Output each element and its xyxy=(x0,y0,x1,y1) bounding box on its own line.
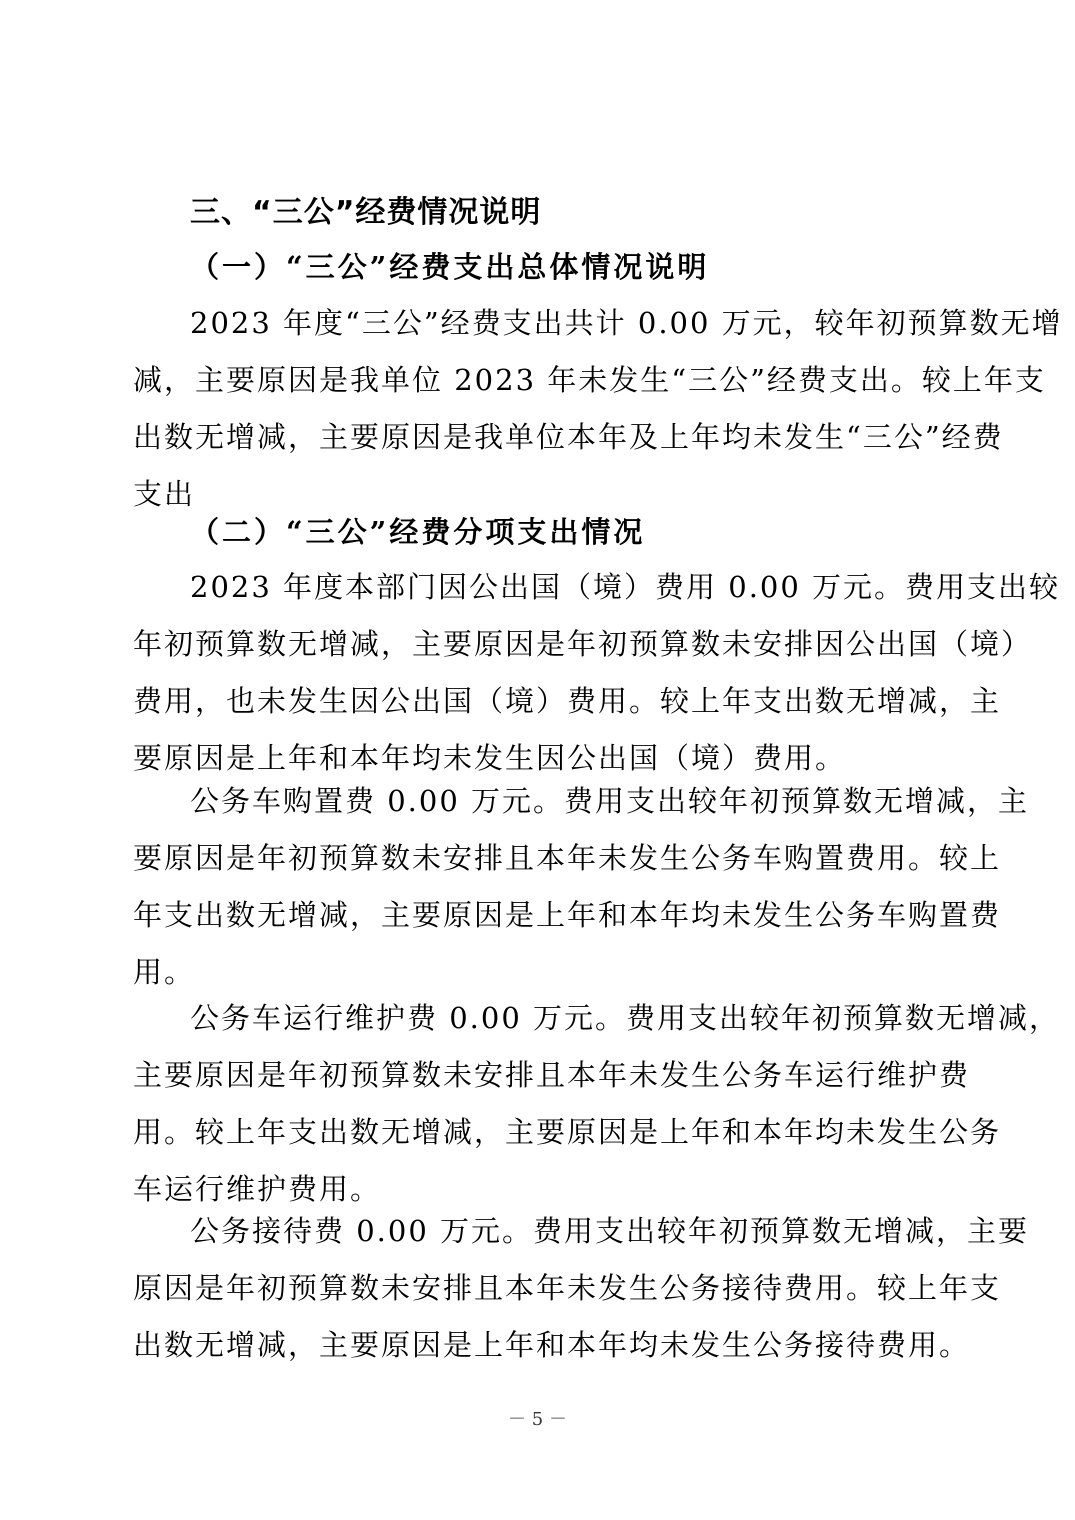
paragraph-line: 公务车购置费 0.00 万元。费用支出较年初预算数无增减，主 xyxy=(190,784,1030,818)
paragraph-line: 用。较上年支出数无增减，主要原因是上年和本年均未发生公务 xyxy=(133,1115,1002,1149)
paragraph-line: 减，主要原因是我单位 2023 年未发生“三公”经费支出。较上年支 xyxy=(133,363,1046,397)
paragraph-line: 用。 xyxy=(133,955,196,989)
paragraph-line: 出数无增减，主要原因是上年和本年均未发生公务接待费用。 xyxy=(133,1328,971,1362)
paragraph-3 xyxy=(133,773,1030,1001)
paragraph-4 xyxy=(133,990,1061,1218)
section-title: 三、“三公”经费情况说明 xyxy=(190,195,542,230)
paragraph-line: 年初预算数无增减，主要原因是年初预算数未安排因公出国（境） xyxy=(133,627,1033,661)
paragraph-line: 年支出数无增减，主要原因是上年和本年均未发生公务车购置费 xyxy=(133,898,1002,932)
paragraph-line: 要原因是上年和本年均未发生因公出国（境）费用。 xyxy=(133,741,847,775)
paragraph-line: 要原因是年初预算数未安排且本年未发生公务车购置费用。较上 xyxy=(133,841,1002,875)
paragraph-2 xyxy=(133,559,1061,787)
subsection-2-title: （二）“三公”经费分项支出情况 xyxy=(190,515,646,549)
paragraph-line: 2023 年度“三公”经费支出共计 0.00 万元，较年初预算数无增 xyxy=(190,306,1063,340)
page-number: － 5 － xyxy=(508,1409,567,1430)
paragraph-1 xyxy=(133,295,1063,523)
paragraph-line: 原因是年初预算数未安排且本年未发生公务接待费用。较上年支 xyxy=(133,1271,1002,1305)
subsection-1-title: （一）“三公”经费支出总体情况说明 xyxy=(190,250,710,284)
paragraph-line: 公务接待费 0.00 万元。费用支出较年初预算数无增减，主要 xyxy=(190,1214,1030,1248)
paragraph-line: 主要原因是年初预算数未安排且本年未发生公务车运行维护费 xyxy=(133,1058,971,1092)
paragraph-5 xyxy=(133,1203,1030,1374)
paragraph-line: 车运行维护费用。 xyxy=(133,1172,382,1206)
paragraph-line: 公务车运行维护费 0.00 万元。费用支出较年初预算数无增减， xyxy=(190,1001,1061,1035)
paragraph-line: 出数无增减，主要原因是我单位本年及上年均未发生“三公”经费 xyxy=(133,420,1004,454)
paragraph-line: 支出 xyxy=(133,477,196,511)
paragraph-line: 费用，也未发生因公出国（境）费用。较上年支出数无增减，主 xyxy=(133,684,1002,718)
paragraph-line: 2023 年度本部门因公出国（境）费用 0.00 万元。费用支出较 xyxy=(190,570,1061,604)
